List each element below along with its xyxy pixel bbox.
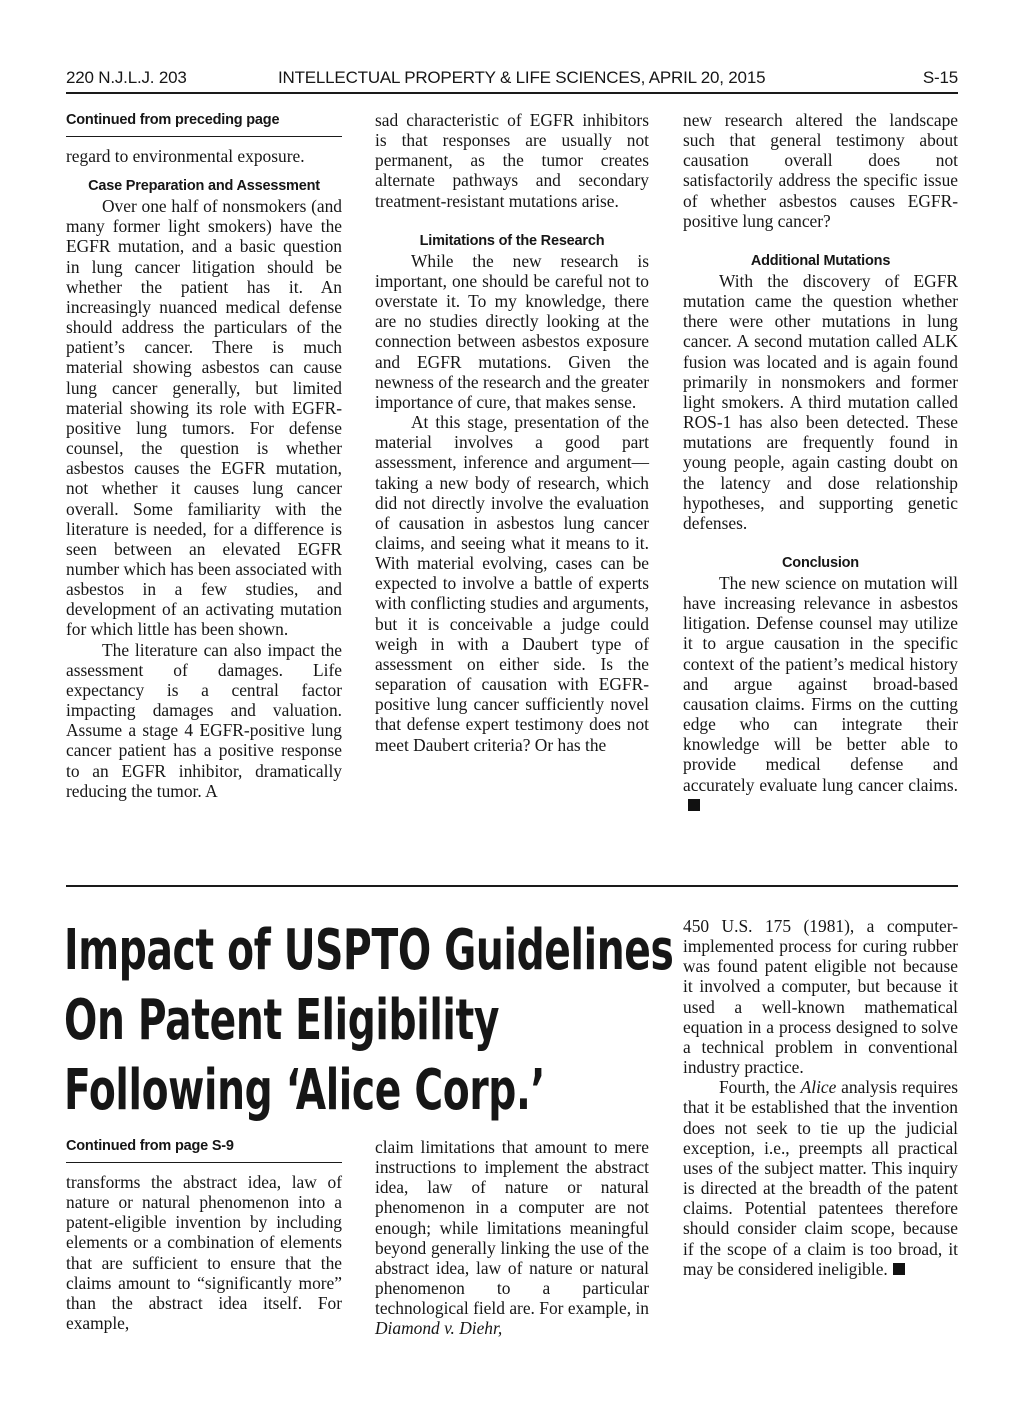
headline-line: Following ‘Alice Corp.’	[64, 1058, 546, 1123]
continued-label: Continued from preceding page	[66, 112, 280, 128]
section-heading: Case Preparation and Assessment	[88, 178, 320, 195]
publication-title: INTELLECTUAL PROPERTY & LIFE SCIENCES, APRIL 20, 2015	[278, 68, 766, 87]
end-of-article-mark	[893, 1263, 905, 1275]
article1-column-1	[66, 110, 342, 801]
end-of-article-mark	[688, 799, 700, 811]
article1-column-2	[375, 110, 649, 755]
paragraph-text: The new science on mutation will have increasing relevance in asbestos litigation. Defense counsel may utilize it to argue causation in the specific context of the patient’s medical history and argue against broad-based causation claims. Firms on the cutting edge who can integrate their knowledge will be better able to provide medical defense and accurately evaluate lung cancer claims.	[683, 572, 958, 795]
paragraph: 450 U.S. 175 (1981), a computer-implemented process for curing rubber was found patent eligible not because it involved a computer, but because it used a well-known mathematical equation in a process designed to solve a technical problem in conventional industry practice.	[683, 916, 958, 1078]
paragraph-text: Fourth, the	[719, 1077, 801, 1098]
article2-column-2	[375, 1137, 649, 1339]
paragraph: regard to environmental exposure.	[66, 146, 305, 166]
section-heading: Conclusion	[782, 554, 859, 571]
paragraph	[375, 1137, 649, 1339]
page-number: S-15	[922, 68, 958, 87]
article2-column-3	[683, 916, 958, 1279]
paragraph	[683, 1077, 958, 1279]
article-headline	[64, 916, 674, 1126]
paragraph: While the new research is important, one should be careful not to overstate it. To my knowledge, there are no studies directly looking at the connection between asbestos exposure and EGFR mutations. Given the newness of the research and the greater importance of cure, that makes sense.	[375, 250, 649, 412]
article2-column-1	[66, 1136, 342, 1333]
headline-line: On Patent Eligibility	[64, 988, 500, 1053]
paragraph: With the discovery of EGFR mutation came the question whether there were other mutations in lung cancer. A second mutation called ALK fusion was located and is again found primarily in nonsmokers and former light smokers. A third mutation called ROS-1 has also been detected. These mutations are frequently found in young people, again casting doubt on the latency and dose relationship hypotheses, and supporting genetic defenses.	[683, 270, 958, 533]
paragraph	[683, 573, 958, 815]
section-heading: Limitations of the Research	[419, 232, 605, 249]
headline-line: Impact of USPTO Guidelines	[64, 918, 674, 983]
paragraph-text: analysis requires that it be established that the invention does not seek to tie up the judicial exception, i.e., preempts all practical uses of the subject matter. This inquiry is directed at the breadth of the patent claims. Potential patentees therefore should consider claim scope, because if the scope of a claim is too broad, it may be considered ineligible.	[683, 1077, 959, 1279]
citation: 220 N.J.L.J. 203	[66, 68, 187, 87]
paragraph: Over one half of nonsmokers (and many former light smokers) have the EGFR mutation, and a basic question in lung cancer litigation should be whether the patient has it. An increasingly nuanced medical defense should address the particulars of the patient’s cancer. There is much material showing asbestos can cause lung cancer generally, but limited material showing its role with EGFR-positive lung tumors. For defense counsel, the question is whether asbestos causes the EGFR mutation, not whether it causes lung cancer overall. Some familiarity with the literature is needed, for a difference is seen between an elevated EGFR number which has been associated with asbestos in a few studies, and development of an activating mutation for which little has been shown.	[66, 196, 342, 640]
paragraph: transforms the abstract idea, law of nature or natural phenomenon into a patent-eligible invention by including elements or a combination of elements that are sufficient to ensure that the claims amount to “significantly more” than the abstract idea itself. For example,	[66, 1172, 342, 1334]
continued-rule	[66, 1162, 342, 1163]
paragraph-text: claim limitations that amount to mere instructions to implement the abstract idea, law of nature or natural phenomenon in a computer are not enough; while limitations meaningful beyond generally linking the use of the abstract idea, law of nature or natural phenomenon to a particular technological field are. For example, in	[375, 1137, 649, 1319]
running-head	[66, 68, 958, 90]
paragraph: The literature can also impact the assessment of damages. Life expectancy is a central factor impacting damages and valuation. Assume a stage 4 EGFR-positive lung cancer patient has a positive response to an EGFR inhibitor, dramatically reducing the tumor. A	[66, 639, 342, 801]
case-name: Diamond v. Diehr,	[375, 1318, 503, 1339]
paragraph: new research altered the landscape such that general testimony about causation overall does not satisfactorily address the specific issue of whether asbestos causes EGFR-positive lung cancer?	[683, 110, 958, 231]
article-divider-rule	[66, 885, 958, 887]
section-heading: Additional Mutations	[750, 252, 891, 269]
case-name: Alice	[800, 1077, 837, 1098]
paragraph: sad characteristic of EGFR inhibitors is that responses are usually not permanent, as the tumor creates alternate pathways and secondary treatment-resistant mutations arise.	[375, 110, 649, 211]
header-rule	[66, 92, 958, 94]
continued-rule	[66, 136, 342, 137]
paragraph: At this stage, presentation of the material involves a good part assessment, inference and argument—taking a new body of research, which did not directly involve the evaluation of causation in asbestos lung cancer claims, and seeing what it means to it. With material evolving, cases can be expected to involve a battle of experts with conflicting studies and arguments, but it is conceivable a judge could weigh in with a Daubert type of assessment on either side. Is the separation of causation with EGFR-positive lung cancer sufficiently novel that defense expert testimony does not meet Daubert criteria? Or has the	[375, 412, 649, 755]
continued-label: Continued from page S-9	[66, 1138, 234, 1154]
article1-column-3	[683, 110, 958, 815]
